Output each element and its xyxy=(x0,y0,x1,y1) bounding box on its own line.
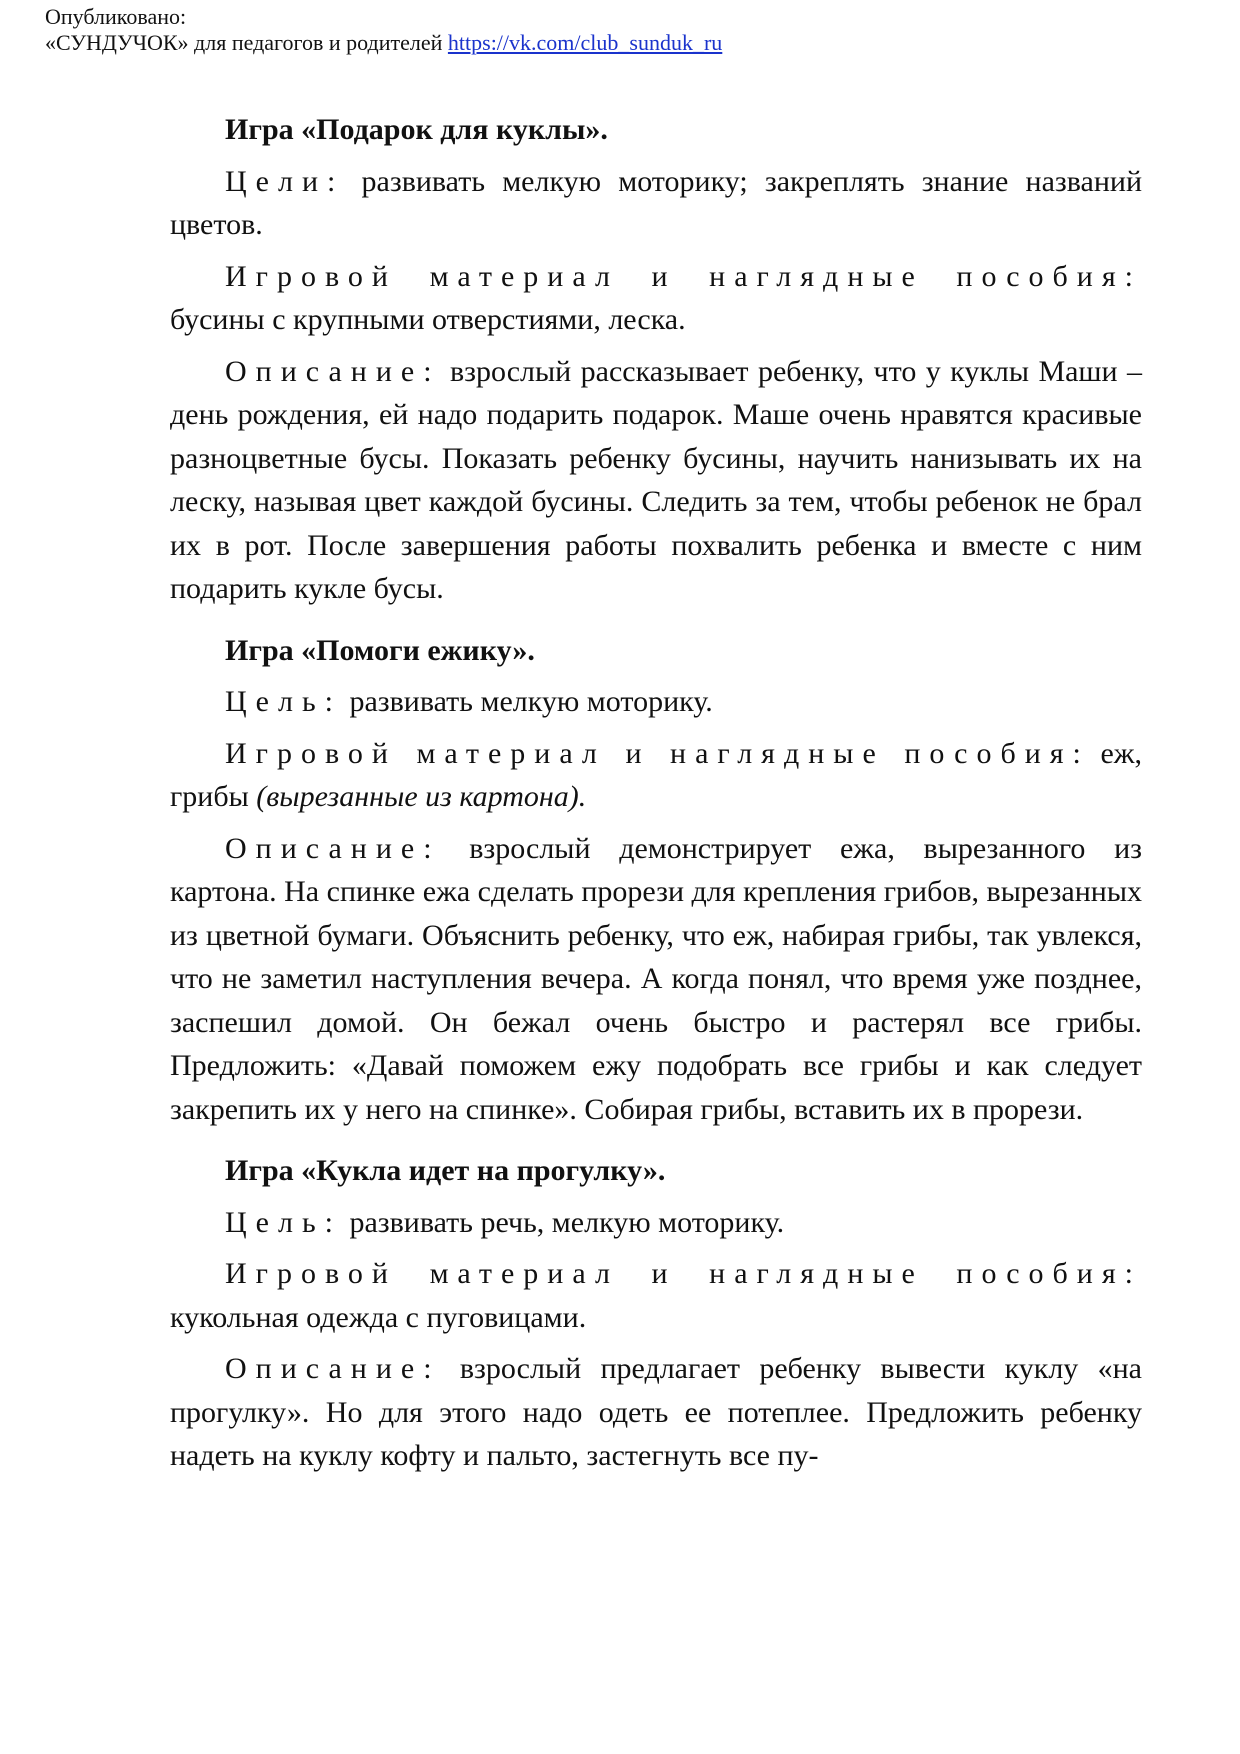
game-material xyxy=(170,1252,1142,1339)
description-text: взрослый рассказывает ребенку, что у куклы Маши – день рождения, ей надо подарить подарок. Маше очень нравятся красивые разноцветные бусы. Показать ребенку бусины, научить нанизывать их на леску, называя цвет каждой бусины. Следить за тем, чтобы ребенок не брал их в рот. После завершения работы похвалить ребенка и вместе с ним подарить кукле бусы. xyxy=(170,354,1142,605)
game-description xyxy=(170,827,1142,1132)
material-text: еж, грибы xyxy=(170,736,1143,813)
goal-text: развивать мелкую моторику; закреплять знание названий цветов. xyxy=(170,164,1142,241)
source-name: «СУНДУЧОК» для педагогов и родителей xyxy=(45,30,443,55)
material-note: (вырезанные из картона). xyxy=(256,780,587,813)
published-label: Опубликовано: xyxy=(45,4,187,29)
game-material xyxy=(170,732,1142,819)
description-label: Описание: xyxy=(225,831,441,865)
material-text: кукольная одежда с пуговицами. xyxy=(170,1300,587,1334)
game-section-hedgehog xyxy=(170,629,1142,1132)
document-body xyxy=(170,108,1142,1496)
game-goal xyxy=(170,680,1142,724)
goal-label: Цель: xyxy=(225,685,342,718)
description-label: Описание: xyxy=(225,1352,441,1385)
goal-text: развивать мелкую моторику. xyxy=(349,685,713,718)
material-label: Игровой материал и наглядные пособия: xyxy=(225,1257,1142,1290)
material-label: Игровой материал и наглядные пособия: xyxy=(225,736,1090,770)
description-text: взрослый демонстрирует ежа, вырезанного из картона. На спинке ежа сделать прорези для крепления грибов, вырезанных из цветной бумаги. Объяснить ребенку, что еж, набирая грибы, так увлекся, что не заметил наступления вечера. А когда понял, что время уже позднее, заспешил домой. Он бежал очень быстро и растерял все грибы. Предложить: «Давай поможем ежу подобрать все грибы и как следует закрепить их у него на спинке». Собирая грибы, вставить их в прорези. xyxy=(170,831,1142,1126)
game-material xyxy=(170,255,1142,342)
description-label: Описание: xyxy=(225,354,441,388)
goal-text: развивать речь, мелкую моторику. xyxy=(349,1205,785,1239)
game-section-gift xyxy=(170,108,1142,611)
game-title: Игра «Кукла идет на прогулку». xyxy=(225,1154,666,1187)
material-label: Игровой материал и наглядные пособия: xyxy=(225,259,1142,293)
publication-header xyxy=(45,4,722,56)
game-title: Игра «Подарок для куклы». xyxy=(225,113,608,146)
game-goal xyxy=(170,160,1142,247)
goal-label: Цели: xyxy=(225,164,345,198)
game-goal xyxy=(170,1201,1142,1245)
game-description xyxy=(170,350,1142,611)
source-link[interactable]: https://vk.com/club_sunduk_ru xyxy=(447,30,723,55)
game-title: Игра «Помоги ежику». xyxy=(225,633,535,667)
game-description xyxy=(170,1347,1142,1478)
description-text: взрослый предлагает ребенку вывести куклу «на прогулку». Но для этого надо одеть ее потеплее. Предложить ребенку надеть на куклу кофту и пальто, застегнуть все пу- xyxy=(170,1352,1142,1472)
goal-label: Цель: xyxy=(225,1205,342,1239)
material-text: бусины с крупными отверстиями, леска. xyxy=(170,303,686,336)
game-section-walk xyxy=(170,1149,1142,1478)
source-line xyxy=(45,30,722,56)
